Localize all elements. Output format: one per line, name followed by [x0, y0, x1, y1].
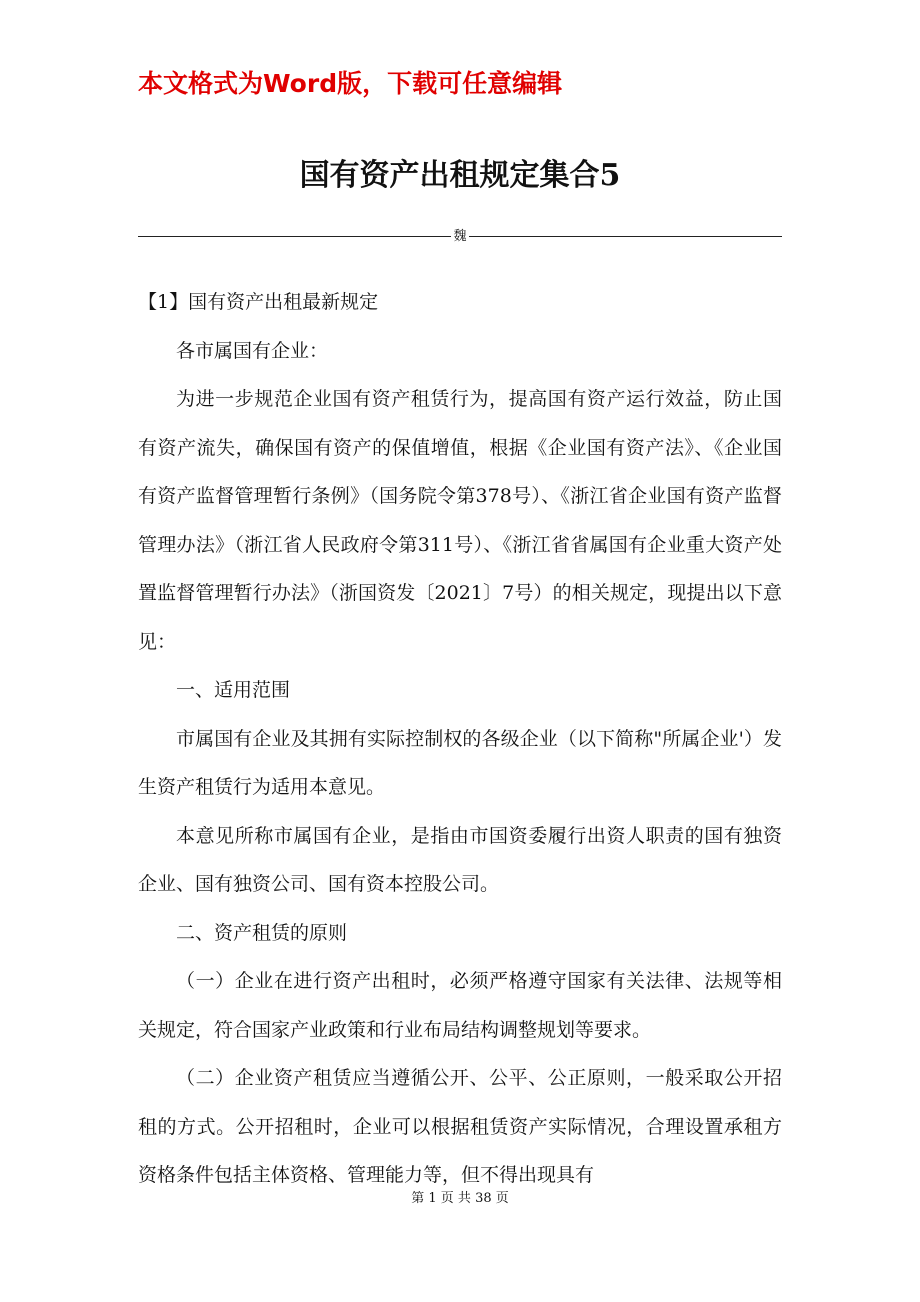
footer-prefix: 第 — [411, 1191, 425, 1206]
body-paragraph: 市属国有企业及其拥有实际控制权的各级企业（以下简称"所属企业'）发生资产租赁行为适用本意见。 — [138, 727, 782, 798]
body-paragraph: 本意见所称市属国有企业，是指由市国资委履行出资人职责的国有独资企业、国有独资公司、国有资本控股公司。 — [138, 824, 782, 895]
body-paragraph: 一、适用范围 — [176, 679, 291, 701]
footer-suffix: 页 — [495, 1191, 509, 1206]
body-paragraph: （一）企业在进行资产出租时，必须严格遵守国家有关法律、法规等相关规定，符合国家产业政策和行业布局结构调整规划等要求。 — [138, 970, 782, 1041]
body-paragraph: （二）企业资产租赁应当遵循公开、公平、公正原则，一般采取公开招租的方式。公开招租时，企业可以根据租赁资产实际情况，合理设置承租方资格条件包括主体资格、管理能力等，但不得出现具有 — [138, 1067, 782, 1186]
section-heading: 【1】国有资产出租最新规定 — [138, 291, 379, 313]
body-paragraph: 各市属国有企业： — [176, 339, 329, 362]
body-paragraph: 二、资产租赁的原则 — [176, 921, 348, 944]
author-line — [0, 229, 920, 245]
author-name: 魏 — [453, 229, 467, 244]
page-footer — [0, 1190, 920, 1208]
download-notice: 本文格式为Word版，下载可任意编辑 — [138, 69, 563, 98]
document-title: 国有资产出租规定集合5 — [299, 158, 621, 193]
body-paragraph: 为进一步规范企业国有资产租赁行为，提高国有资产运行效益，防止国有资产流失，确保国有资产的保值增值，根据《企业国有资产法》、《企业国有资产监督管理暂行条例》（国务院令第378号）、《浙江省企业国有资产监督管理办法》（浙江省人民政府令第311号）、《浙江省省属国有企业重大资产处置监督管理暂行办法》（浙国资发〔2021〕7号）的相关规定，现提出以下意见： — [138, 388, 782, 653]
total-page-count: 38 — [475, 1191, 492, 1206]
current-page-number: 1 — [428, 1191, 437, 1206]
footer-middle: 页 共 — [440, 1191, 471, 1206]
document-body — [138, 278, 782, 1200]
